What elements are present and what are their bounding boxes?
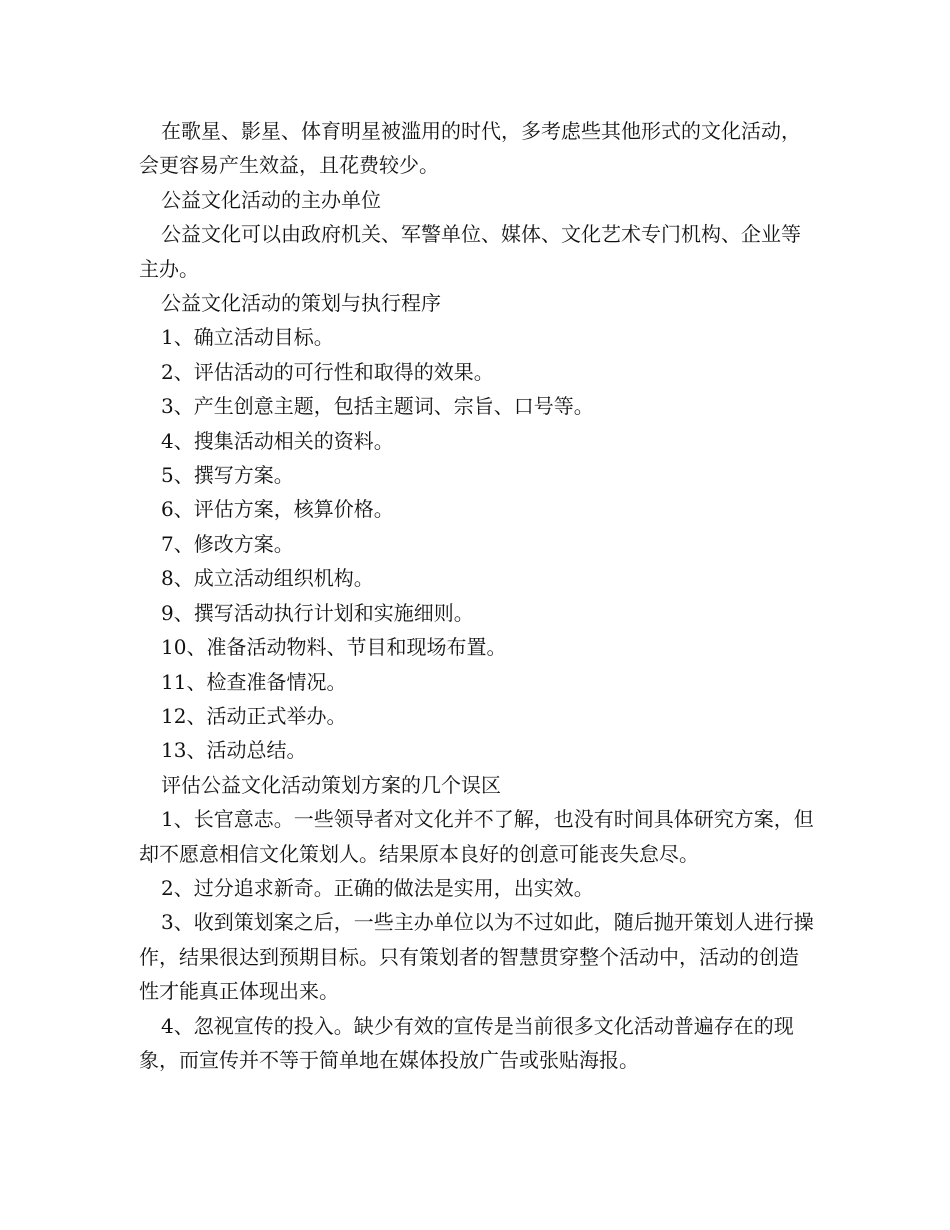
heading-organizers: 公益文化活动的主办单位 [161,187,381,212]
list-item: 6、评估方案，核算价格。 [161,497,394,522]
list-item: 2、过分追求新奇。正确的做法是实用，出实效。 [161,875,594,900]
heading-pitfalls: 评估公益文化活动策划方案的几个误区 [161,772,501,797]
paragraph-intro: 在歌星、影星、体育明星被滥用的时代，多考虑些其他形式的文化活动，会更容易产生效益，且花费较少。 [139,119,801,178]
list-item: 4、忽视宣传的投入。缺少有效的宣传是当前很多文化活动普遍存在的现象，而宣传并不等于简单地在媒体投放广告或张贴海报。 [139,1013,794,1072]
paragraph-organizers: 公益文化可以由政府机关、军警单位、媒体、文化艺术专门机构、企业等主办。 [139,222,801,281]
list-item: 2、评估活动的可行性和取得的效果。 [161,359,494,384]
list-item: 8、成立活动组织机构。 [161,566,374,591]
list-item: 10、准备活动物料、节目和现场布置。 [161,635,507,660]
list-item: 9、撰写活动执行计划和实施细则。 [161,600,474,625]
list-item: 12、活动正式举办。 [161,703,347,728]
document-body [139,114,816,1077]
list-item: 11、检查准备情况。 [161,669,347,694]
list-item: 1、长官意志。一些领导者对文化并不了解，也没有时间具体研究方案，但却不愿意相信文化策划人。结果原本良好的创意可能丧失怠尽。 [139,807,814,866]
list-item: 13、活动总结。 [161,738,307,763]
heading-procedure: 公益文化活动的策划与执行程序 [161,291,441,316]
list-item: 3、产生创意主题，包括主题词、宗旨、口号等。 [161,394,594,419]
list-item: 4、搜集活动相关的资料。 [161,428,394,453]
list-item: 5、撰写方案。 [161,463,294,488]
list-item: 1、确立活动目标。 [161,325,334,350]
list-item: 7、修改方案。 [161,531,294,556]
list-item: 3、收到策划案之后，一些主办单位以为不过如此，随后抛开策划人进行操作，结果很达到预期目标。只有策划者的智慧贯穿整个活动中，活动的创造性才能真正体现出来。 [139,910,814,1004]
